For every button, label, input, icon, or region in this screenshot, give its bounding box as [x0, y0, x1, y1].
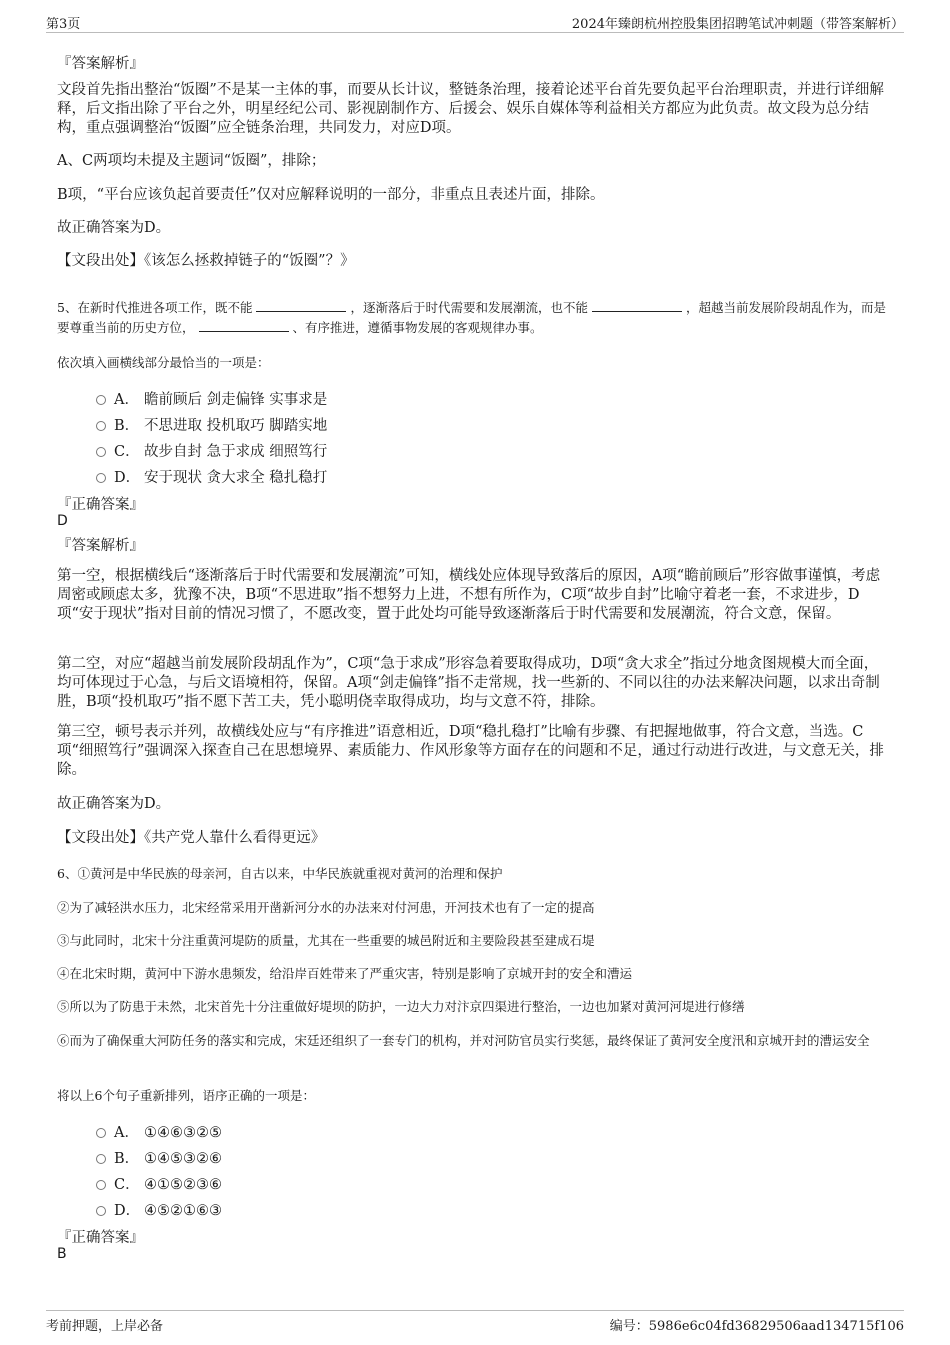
radio-icon[interactable]: [96, 1180, 106, 1190]
radio-icon[interactable]: [96, 473, 106, 483]
q5-option-d[interactable]: D． 安于现状 贪大求全 稳扎稳打: [96, 466, 327, 487]
q5-source: 【文段出处】《共产党人靠什么看得更远》: [57, 830, 326, 846]
q6-sentence-5: ⑤所以为了防患于未然，北宋首先十分注重做好堤坝的防护，一边大力对汴京四渠进行整治，一边也加紧对黄河河堤进行修缮: [57, 999, 745, 1014]
q5-answer: D: [57, 513, 68, 529]
q5-option-c[interactable]: C． 故步自封 急于求成 细照笃行: [96, 440, 327, 461]
q5-blank-1[interactable]: [256, 300, 346, 312]
q6-sentence-2: ②为了减轻洪水压力，北宋经常采用开凿新河分水的办法来对付河患，开河技术也有了一定的提高: [57, 900, 595, 915]
q5-analysis-label: 『答案解析』: [57, 538, 144, 554]
q6-prompt: 将以上6个句子重新排列，语序正确的一项是：: [57, 1088, 315, 1103]
q6-sentence-6: ⑥而为了确保重大河防任务的落实和完成，宋廷还组织了一套专门的机构，并对河防官员实行奖惩，最终保证了黄河安全度汛和京城开封的漕运安全: [57, 1033, 870, 1048]
radio-icon[interactable]: [96, 1154, 106, 1164]
radio-icon[interactable]: [96, 447, 106, 457]
q4-conclusion: 故正确答案为D。: [57, 220, 171, 236]
q5-answer-label: 『正确答案』: [57, 497, 144, 513]
q6-option-c[interactable]: C． ④①⑤②③⑥: [96, 1173, 222, 1194]
q4-analysis-text: 文段首先指出整治“饭圈”不是某一主体的事，而要从长计议，整链条治理，接着论述平台首先要负起平台治理职责，并进行详细解释，后文指出除了平台之外，明星经纪公司、影视剧制作方、后援会、娱乐自媒体等利益相关方都应为此负责。故文段为总分结构，重点强调整治“饭圈”应全链条治理，共同发力，对应D项。: [57, 82, 884, 136]
q5-analysis-p2: 第二空，对应“超越当前发展阶段胡乱作为”，C项“急于求成”形容急着要取得成功，D项“贪大求全”指过分地贪图规模大而全面，均可体现过于心急，与后文语境相符，保留。A项“剑走偏锋”指不走常规，找一些新的、不同以往的办法来解决问题，以求出奇制胜，B项“投机取巧”指不愿下苦工夫，凭小聪明侥幸取得成功，均与文意不符，排除。: [57, 656, 880, 710]
q6-sentence-3: ③与此同时，北宋十分注重黄河堤防的质量，尤其在一些重要的城邑附近和主要险段甚至建成石堤: [57, 933, 595, 948]
q4-source: 【文段出处】《该怎么拯救掉链子的“饭圈”？》: [57, 253, 355, 269]
q5-option-a[interactable]: A． 瞻前顾后 剑走偏锋 实事求是: [96, 388, 327, 409]
q6-sentence-1: 6、①黄河是中华民族的母亲河，自古以来，中华民族就重视对黄河的治理和保护: [57, 866, 503, 881]
page-number: 第3页: [46, 17, 81, 32]
footer-slogan: 考前押题，上岸必备: [46, 1319, 164, 1334]
radio-icon[interactable]: [96, 1206, 106, 1216]
q5-analysis-p1: 第一空，根据横线后“逐渐落后于时代需要和发展潮流”可知，横线处应体现导致落后的原因，A项“瞻前顾后”形容做事谨慎，考虑周密或顾虑太多，犹豫不决，B项“不思进取”指不想努力上进，不想有所作为，C项“故步自封”比喻守着老一套，不求进步，D项“安于现状”指对目前的情况习惯了，不愿改变，置于此处均可能导致逐渐落后于时代需要和发展潮流，符合文意，保留。: [57, 568, 881, 622]
q5-option-b[interactable]: B． 不思进取 投机取巧 脚踏实地: [96, 414, 327, 435]
q4-analysis-label: 『答案解析』: [57, 56, 144, 72]
radio-icon[interactable]: [96, 1128, 106, 1138]
page-header: [46, 10, 904, 33]
q6-option-b[interactable]: B． ①④⑤③②⑥: [96, 1147, 222, 1168]
q5-blank-3[interactable]: [199, 320, 289, 332]
q6-answer-label: 『正确答案』: [57, 1230, 144, 1246]
q5-conclusion: 故正确答案为D。: [57, 796, 171, 812]
document-title: 2024年臻朗杭州控股集团招聘笔试冲刺题（带答案解析）: [571, 17, 904, 32]
q4-b-text: B项，“平台应该负起首要责任”仅对应解释说明的一部分，非重点且表述片面，排除。: [57, 187, 605, 203]
q4-ac-text: A、C两项均未提及主题词“饭圈”，排除；: [57, 153, 326, 169]
page-footer: [46, 1310, 904, 1335]
q6-option-d[interactable]: D． ④⑤②①⑥③: [96, 1199, 222, 1220]
q6-sentence-4: ④在北宋时期，黄河中下游水患频发，给沿岸百姓带来了严重灾害，特别是影响了京城开封的安全和漕运: [57, 966, 633, 981]
q5-analysis-p3: 第三空，顿号表示并列，故横线处应与“有序推进”语意相近，D项“稳扎稳打”比喻有步骤、有把握地做事，符合文意，当选。C项“细照笃行”强调深入探查自己在思想境界、素质能力、作风形象等方面存在的问题和不足，通过行动进行改进，与文意无关，排除。: [57, 724, 884, 778]
q5-prompt: 依次填入画横线部分最恰当的一项是：: [57, 355, 270, 370]
q5-stem: 5、在新时代推进各项工作，既不能 ，逐渐落后于时代需要和发展潮流，也不能 ，超越当前发展阶段胡乱作为，而是要尊重当前的历史方位， 、有序推进，遵循事物发展的客观规律办事。: [57, 300, 886, 335]
q6-option-a[interactable]: A． ①④⑥③②⑤: [96, 1121, 222, 1142]
q5-blank-2[interactable]: [592, 300, 682, 312]
document-id: 编号：5986e6c04fd36829506aad134715f106: [609, 1319, 904, 1334]
radio-icon[interactable]: [96, 395, 106, 405]
q6-answer: B: [57, 1246, 67, 1262]
radio-icon[interactable]: [96, 421, 106, 431]
